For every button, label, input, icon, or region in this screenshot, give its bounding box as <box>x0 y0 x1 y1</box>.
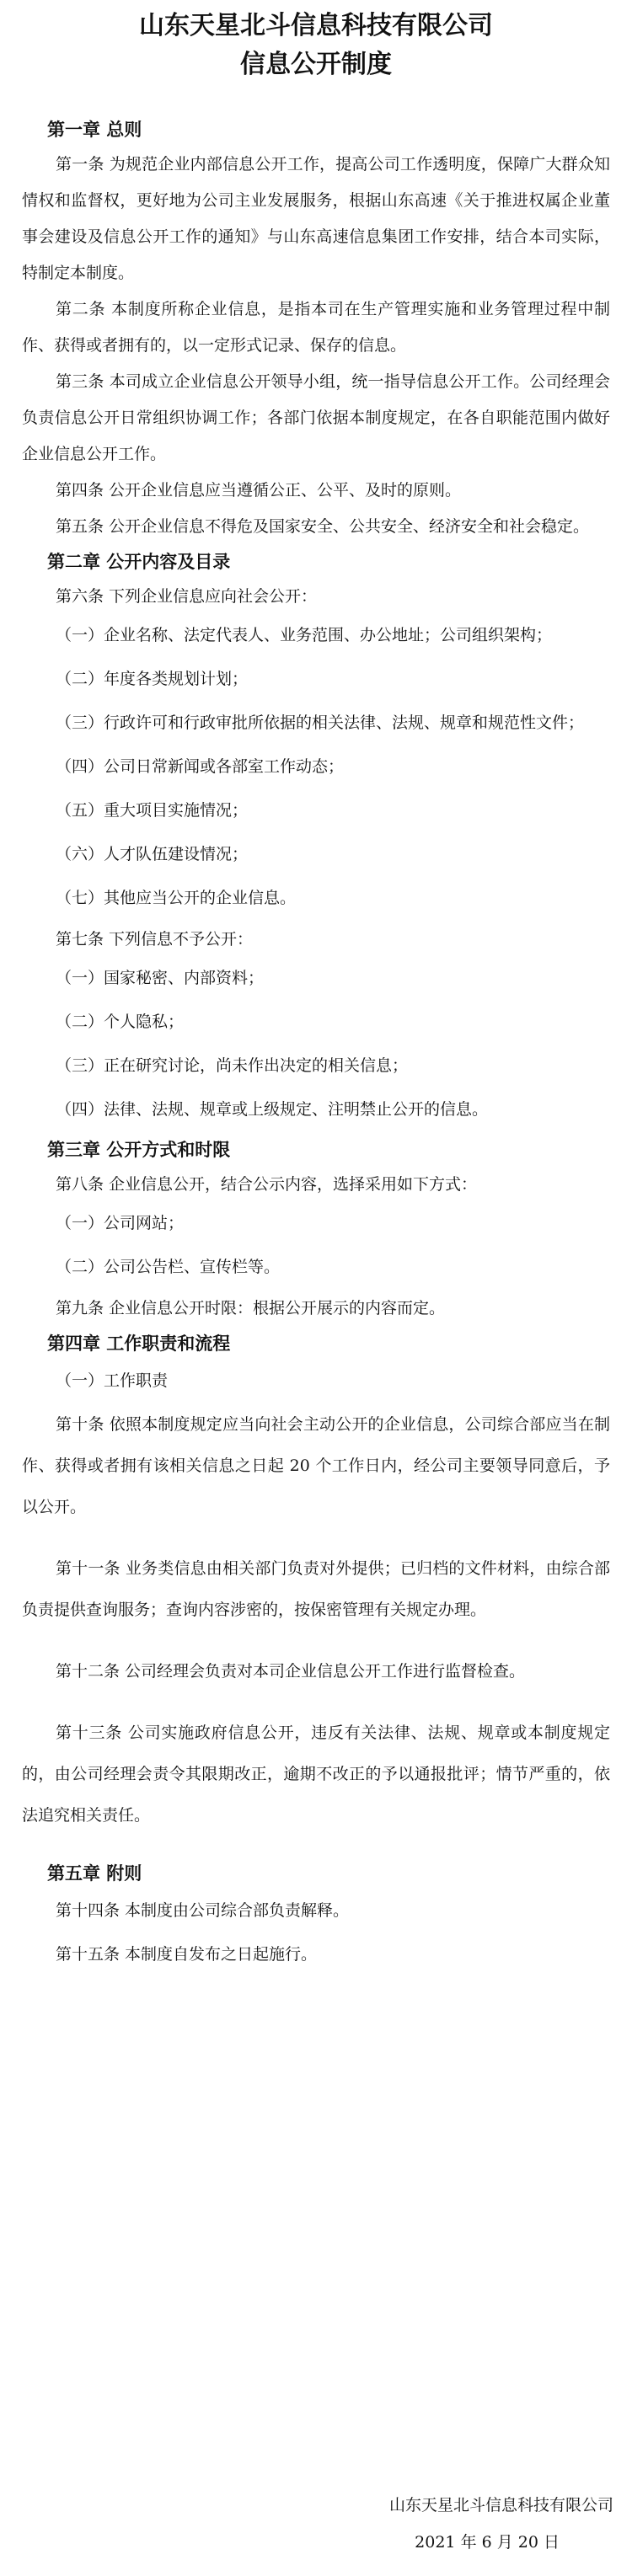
article-14: 第十四条 本制度由公司综合部负责解释。 <box>56 1901 350 1920</box>
article-8-item: （一）公司网站； <box>56 1214 185 1232</box>
article-6-item: （一）企业名称、法定代表人、业务范围、办公地址；公司组织架构； <box>56 626 553 644</box>
chapter-1-heading: 第一章 总则 <box>47 120 142 140</box>
article-8-item: （二）公司公告栏、宣传栏等。 <box>56 1258 281 1276</box>
article-11: 第十一条 业务类信息由相关部门负责对外提供；已归档的文件材料，由综合部负责提供查询服务；查询内容涉密的，按保密管理有关规定办理。 <box>22 1559 610 1619</box>
article-7: 第七条 下列信息不予公开： <box>56 930 254 949</box>
article-1: 第一条 为规范企业内部信息公开工作，提高公司工作透明度，保障广大群众知情权和监督权，更好地为公司主业发展服务，根据山东高速《关于推进权属企业董事会建设及信息公开工作的通知》与山东高速信息集团工作安排，结合本司实际，特制定本制度。 <box>22 155 610 282</box>
chapter-3-heading: 第三章 公开方式和时限 <box>47 1140 231 1160</box>
company-title: 山东天星北斗信息科技有限公司 <box>139 11 493 40</box>
article-12: 第十二条 公司经理会负责对本司企业信息公开工作进行监督检查。 <box>56 1662 526 1681</box>
article-7-item: （三）正在研究讨论，尚未作出决定的相关信息； <box>56 1056 409 1075</box>
chapter-4-heading: 第四章 工作职责和流程 <box>47 1333 231 1354</box>
article-9: 第九条 企业信息公开时限：根据公开展示的内容而定。 <box>56 1299 446 1317</box>
chapter-5-heading: 第五章 附则 <box>47 1863 142 1884</box>
article-6-item: （四）公司日常新闻或各部室工作动态； <box>56 757 345 776</box>
article-5: 第五条 公开企业信息不得危及国家安全、公共安全、经济安全和社会稳定。 <box>56 517 590 536</box>
article-6-item: （七）其他应当公开的企业信息。 <box>56 889 297 907</box>
article-7-item: （二）个人隐私； <box>56 1013 185 1031</box>
chapter-2-heading: 第二章 公开内容及目录 <box>47 552 231 572</box>
article-6-item: （二）年度各类规划计划； <box>56 670 249 688</box>
chapter-4-subheading: （一）工作职责 <box>56 1371 169 1390</box>
footer-company: 山东天星北斗信息科技有限公司 <box>388 2496 613 2515</box>
article-7-item: （四）法律、法规、规章或上级规定、注明禁止公开的信息。 <box>56 1100 489 1119</box>
article-6-item: （三）行政许可和行政审批所依据的相关法律、法规、规章和规范性文件； <box>56 713 585 732</box>
article-13: 第十三条 公司实施政府信息公开，违反有关法律、法规、规章或本制度规定的，由公司经理会责令其限期改正，逾期不改正的予以通报批评；情节严重的，依法追究相关责任。 <box>22 1724 610 1825</box>
article-6: 第六条 下列企业信息应向社会公开： <box>56 587 318 606</box>
article-4: 第四条 公开企业信息应当遵循公正、公平、及时的原则。 <box>56 481 462 500</box>
article-6-item: （六）人才队伍建设情况； <box>56 845 249 863</box>
article-2: 第二条 本制度所称企业信息，是指本司在生产管理实施和业务管理过程中制作、获得或者拥有的，以一定形式记录、保存的信息。 <box>22 300 610 355</box>
signature-block <box>389 2487 613 2561</box>
article-6-item: （五）重大项目实施情况； <box>56 801 249 820</box>
footer-date: 2021 年 6 月 20 日 <box>415 2533 560 2552</box>
article-3: 第三条 本司成立企业信息公开领导小组，统一指导信息公开工作。公司经理会负责信息公开日常组织协调工作；各部门依据本制度规定，在各自职能范围内做好企业信息公开工作。 <box>22 372 610 463</box>
document-title: 信息公开制度 <box>240 50 392 79</box>
article-15: 第十五条 本制度自发布之日起施行。 <box>56 1945 318 1964</box>
article-8: 第八条 企业信息公开，结合公示内容，选择采用如下方式： <box>56 1175 478 1194</box>
article-10: 第十条 依照本制度规定应当向社会主动公开的企业信息，公司综合部应当在制作、获得或者拥有该相关信息之日起 20 个工作日内，经公司主要领导同意后，予以公开。 <box>22 1415 610 1516</box>
article-7-item: （一）国家秘密、内部资料； <box>56 969 265 987</box>
